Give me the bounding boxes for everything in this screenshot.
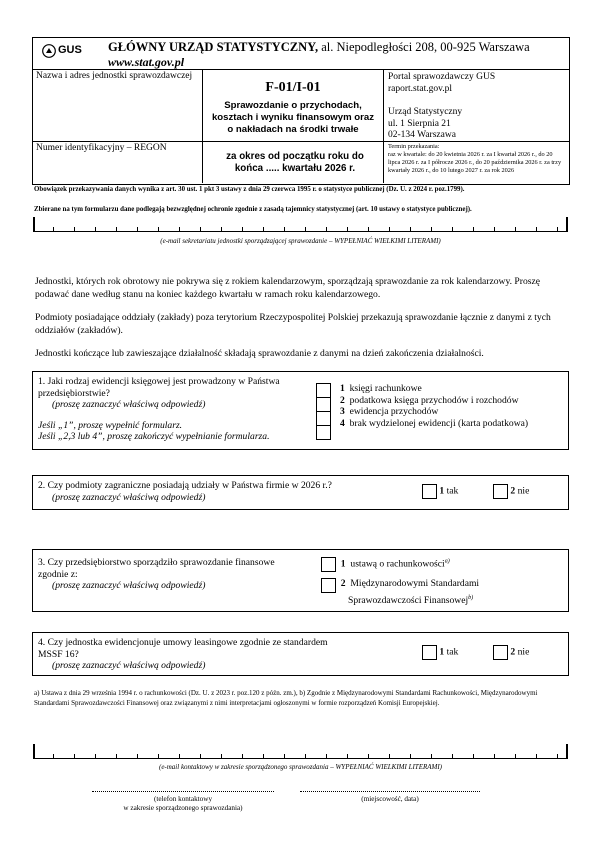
q4-yes-checkbox[interactable]	[422, 645, 437, 660]
q1-hint: (proszę zaznaczyć właściwą odpowiedź)	[52, 399, 206, 410]
q1-question: 1. Jaki rodzaj ewidencji księgowej jest prowadzony w Państwa przedsiębiorstwie?	[38, 376, 280, 399]
intro-p1: Jednostki, których rok obrotowy nie pokrywa się z rokiem kalendarzowym, sporządzają sprawozdanie za rok kalendarzowy. Proszę podawać dane według stanu na koniec każdego kwartału w ramach roku kalendarzowego.	[35, 276, 541, 300]
deadline-text: raz w kwartale: do 20 kwietnia 2026 r. za I kwartał 2026 r., do 20 lipca 2026 r. za I półrocze 2026 r., do 20 października 2026 r. za trzy kwartały 2026 r., do 10 lutego 2027 r. za rok 2026	[388, 151, 562, 174]
q1-text	[38, 376, 303, 443]
office-name: Urząd Statystyczny	[388, 107, 463, 117]
q2-text	[38, 480, 378, 503]
q3-option-1-checkbox[interactable]	[321, 557, 336, 572]
q4-hint: (proszę zaznaczyć właściwą odpowiedź)	[52, 660, 206, 671]
q3-option-1[interactable]: 1 ustawą o rachunkowości$^{a)}$	[321, 557, 450, 572]
q1-option-4-checkbox[interactable]	[316, 425, 331, 440]
q2-no[interactable]: 2 nie	[493, 484, 529, 499]
legal-obligation: Obowiązek przekazywania danych wynika z art. 30 ust. 1 pkt 3 ustawy z dnia 29 czerwca 1995 r. o statystyce publicznej (Dz. U. z 2024 r. poz.1799).	[34, 186, 465, 193]
email-contact-label: (e-mail kontaktowy w zakresie sporządzonego sprawozdania – WYPEŁNIAĆ WIELKIMI LITERAMI)	[158, 763, 443, 771]
q3-question: 3. Czy przedsiębiorstwo sporządziło sprawozdanie finansowe zgodnie z:	[38, 557, 275, 580]
email-contact-field[interactable]	[33, 748, 568, 759]
q3-text	[38, 557, 300, 592]
q1-note2: Jeśli „2,3 lub 4”, proszę zakończyć wypełnianie formularza.	[38, 431, 270, 442]
intro-p3: Jednostki kończące lub zawieszające działalność składają sprawozdanie z danymi na dzień zakończenia działalności.	[35, 348, 484, 359]
website[interactable]: www.stat.gov.pl	[108, 55, 185, 69]
q2-yes[interactable]: 1 tak	[422, 484, 458, 499]
q3-option-2[interactable]: 2 Międzynarodowymi Standardami Sprawozdawczości Finansowej$^{b)}$	[321, 578, 479, 607]
footnote: a) Ustawa z dnia 29 września 1994 r. o rachunkowości (Dz. U. z 2023 r. poz.120 z późn. zm.), b) Zgodnie z Międzynarodowymi Standardami Rachunkowości, Międzynarodowymi Standardami Sprawozdawczości Finansowej oraz związanymi z nimi interpretacjami ogłoszonymi w formie rozporządzeń Komisji Europejskiej.	[34, 689, 538, 707]
office-info	[388, 107, 462, 142]
q3-hint: (proszę zaznaczyć właściwą odpowiedź)	[52, 580, 206, 591]
legal-secrecy: Zbierane na tym formularzu dane podlegają bezwzględnej ochronie zgodnie z zasadą tajemnicy statystycznej (art. 10 ustawy o statystyce publicznej).	[34, 206, 472, 213]
email-secretariat-field[interactable]	[33, 221, 568, 232]
deadline	[388, 143, 566, 175]
phone-label	[92, 795, 274, 813]
place-date-label: (miejscowość, data)	[361, 795, 419, 803]
org-line	[108, 40, 563, 55]
q2-hint: (proszę zaznaczyć właściwą odpowiedź)	[52, 491, 206, 503]
org-name: GŁÓWNY URZĄD STATYSTYCZNY,	[108, 40, 319, 54]
q4-text	[38, 637, 348, 672]
q1-option-3-checkbox[interactable]	[316, 411, 331, 426]
email-secretariat-label: (e-mail sekretariatu jednostki sporządzającej sprawozdanie – WYPEŁNIAĆ WIELKIMI LITERAMI)	[160, 237, 441, 245]
portal-info	[388, 71, 495, 95]
q3-option-2-checkbox[interactable]	[321, 578, 336, 593]
gus-logo-icon	[42, 44, 56, 58]
q4-no[interactable]: 2 nie	[493, 645, 529, 660]
gus-logo	[42, 42, 88, 60]
q1-option-1: 1 księgi rachunkowe	[340, 383, 422, 394]
phone-label-l1: (telefon kontaktowy	[153, 795, 213, 803]
q4-yes[interactable]: 1 tak	[422, 645, 458, 660]
phone-label-l2: w zakresie sporządzonego sprawozdania)	[123, 804, 243, 812]
logo-text: GUS	[58, 44, 82, 56]
portal-url[interactable]: raport.stat.gov.pl	[388, 84, 453, 94]
q2-yes-checkbox[interactable]	[422, 484, 437, 499]
place-date-field[interactable]	[300, 791, 480, 792]
q4-question: 4. Czy jednostka ewidencjonuje umowy leasingowe zgodnie ze standardem MSSF 16?	[38, 637, 328, 660]
q1-note1: Jeśli „1”, proszę wypełnić formularz.	[38, 419, 183, 431]
deadline-title: Termin przekazania:	[388, 143, 440, 150]
q2-question: 2. Czy podmioty zagraniczne posiadają udziały w Państwa firmie w 2026 r.?	[38, 480, 332, 491]
q1-option-2: 2 podatkowa księga przychodów i rozchodów	[340, 394, 519, 406]
intro-p2: Podmioty posiadające oddziały (zakłady) poza terytorium Rzeczypospolitej Polskiej przekazują sprawozdanie łącznie z danymi z tych oddziałów (zakładów).	[35, 312, 551, 336]
regon-label: Numer identyfikacyjny – REGON	[36, 143, 167, 153]
q1-option-3: 3 ewidencja przychodów	[340, 406, 439, 417]
form-period: za okres od początku roku do końca ..... kwartału 2026 r.	[226, 151, 364, 174]
office-street: ul. 1 Sierpnia 21	[388, 118, 451, 129]
intro	[35, 276, 565, 361]
q1-option-2-checkbox[interactable]	[316, 397, 331, 412]
unit-label: Nazwa i adres jednostki sprawozdawczej	[36, 71, 193, 81]
q1-option-1-checkbox[interactable]	[316, 383, 331, 398]
form-code: F-01/I-01	[265, 80, 321, 95]
q2-no-checkbox[interactable]	[493, 484, 508, 499]
org-address: al. Niepodległości 208, 00-925 Warszawa	[318, 40, 530, 54]
q1-option-4: 4 brak wydzielonej ewidencji (karta podatkowa)	[340, 417, 529, 429]
phone-field[interactable]	[92, 791, 274, 792]
portal-name: Portal sprawozdawczy GUS	[388, 72, 496, 82]
q4-no-checkbox[interactable]	[493, 645, 508, 660]
office-city: 02-134 Warszawa	[388, 130, 456, 140]
form-title: Sprawozdanie o przychodach, kosztach i wyniku finansowym oraz o nakładach na środki trwałe	[211, 100, 375, 135]
